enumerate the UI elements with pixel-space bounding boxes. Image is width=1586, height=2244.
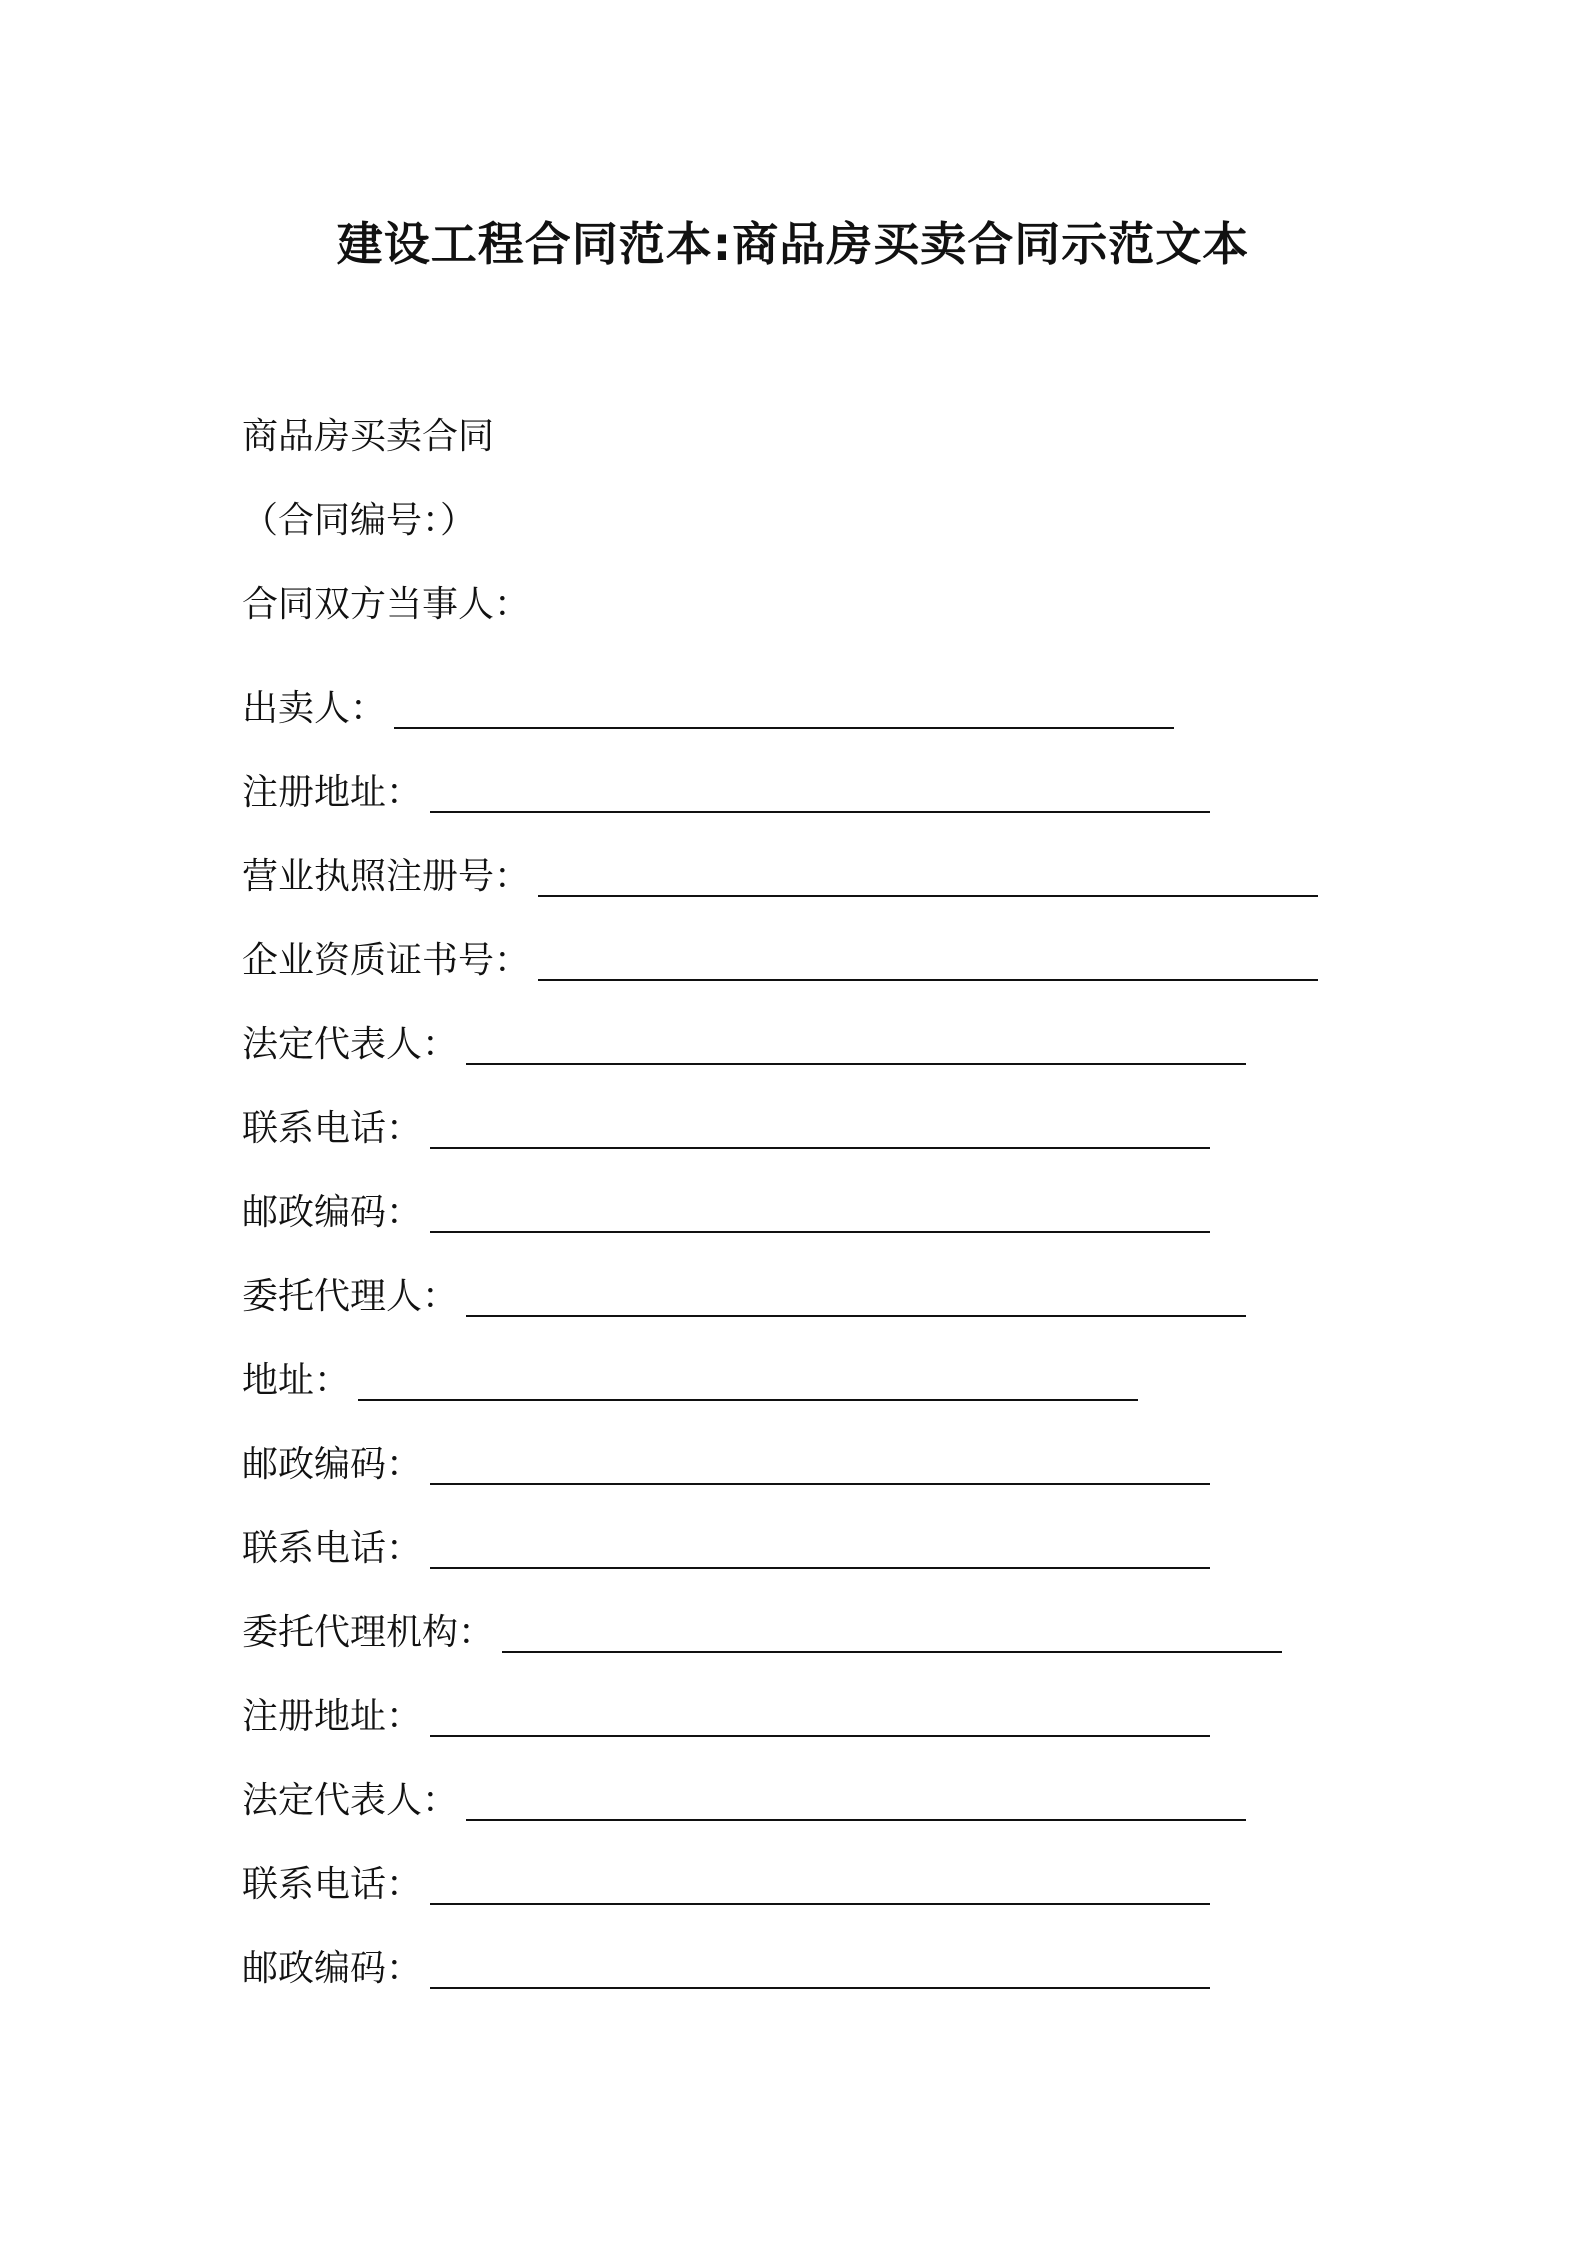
field-label: 注册地址：	[242, 772, 423, 813]
fill-in-blank[interactable]	[430, 1943, 1210, 1989]
field-business-license-number	[242, 825, 1402, 909]
field-qualification-certificate-number	[242, 909, 1402, 993]
fill-in-blank[interactable]	[466, 1775, 1246, 1821]
contract-body	[242, 405, 1402, 2001]
field-postal-code	[242, 1413, 1402, 1497]
field-registered-address	[242, 1665, 1402, 1749]
field-label: 联系电话：	[242, 1108, 423, 1149]
field-seller	[242, 657, 1402, 741]
field-label: 联系电话：	[242, 1864, 423, 1905]
field-authorized-agent	[242, 1245, 1402, 1329]
field-label: 联系电话：	[242, 1528, 423, 1569]
field-postal-code	[242, 1161, 1402, 1245]
field-legal-representative	[242, 1749, 1402, 1833]
field-label: 注册地址：	[242, 1696, 423, 1737]
contract-number: （合同编号：）	[242, 500, 477, 541]
field-postal-code	[242, 1917, 1402, 2001]
document-title: 建设工程合同范本:商品房买卖合同示范文本	[336, 217, 1250, 271]
field-label: 企业资质证书号：	[242, 940, 531, 981]
fill-in-blank[interactable]	[538, 851, 1318, 897]
field-label: 委托代理人：	[242, 1276, 459, 1317]
field-label: 营业执照注册号：	[242, 856, 531, 897]
parties-intro: 合同双方当事人：	[242, 584, 531, 625]
field-label: 委托代理机构：	[242, 1612, 495, 1653]
field-legal-representative	[242, 993, 1402, 1077]
fill-in-blank[interactable]	[430, 1187, 1210, 1233]
fill-in-blank[interactable]	[358, 1355, 1138, 1401]
fill-in-blank[interactable]	[502, 1607, 1282, 1653]
fill-in-blank[interactable]	[430, 1103, 1210, 1149]
field-label: 法定代表人：	[242, 1780, 459, 1821]
contract-heading: 商品房买卖合同	[242, 416, 495, 457]
fill-in-blank[interactable]	[430, 767, 1210, 813]
field-phone	[242, 1497, 1402, 1581]
field-phone	[242, 1077, 1402, 1161]
fill-in-blank[interactable]	[394, 683, 1174, 729]
fill-in-blank[interactable]	[538, 935, 1318, 981]
field-label: 地址：	[242, 1360, 351, 1401]
field-label: 邮政编码：	[242, 1948, 423, 1989]
fill-in-blank[interactable]	[430, 1439, 1210, 1485]
fill-in-blank[interactable]	[466, 1019, 1246, 1065]
fill-in-blank[interactable]	[430, 1523, 1210, 1569]
field-address	[242, 1329, 1402, 1413]
field-phone	[242, 1833, 1402, 1917]
field-label: 邮政编码：	[242, 1444, 423, 1485]
field-agency	[242, 1581, 1402, 1665]
fill-in-blank[interactable]	[430, 1691, 1210, 1737]
fill-in-blank[interactable]	[430, 1859, 1210, 1905]
field-label: 法定代表人：	[242, 1024, 459, 1065]
field-label: 出卖人：	[242, 688, 387, 729]
fill-in-blank[interactable]	[466, 1271, 1246, 1317]
field-label: 邮政编码：	[242, 1192, 423, 1233]
field-registered-address	[242, 741, 1402, 825]
